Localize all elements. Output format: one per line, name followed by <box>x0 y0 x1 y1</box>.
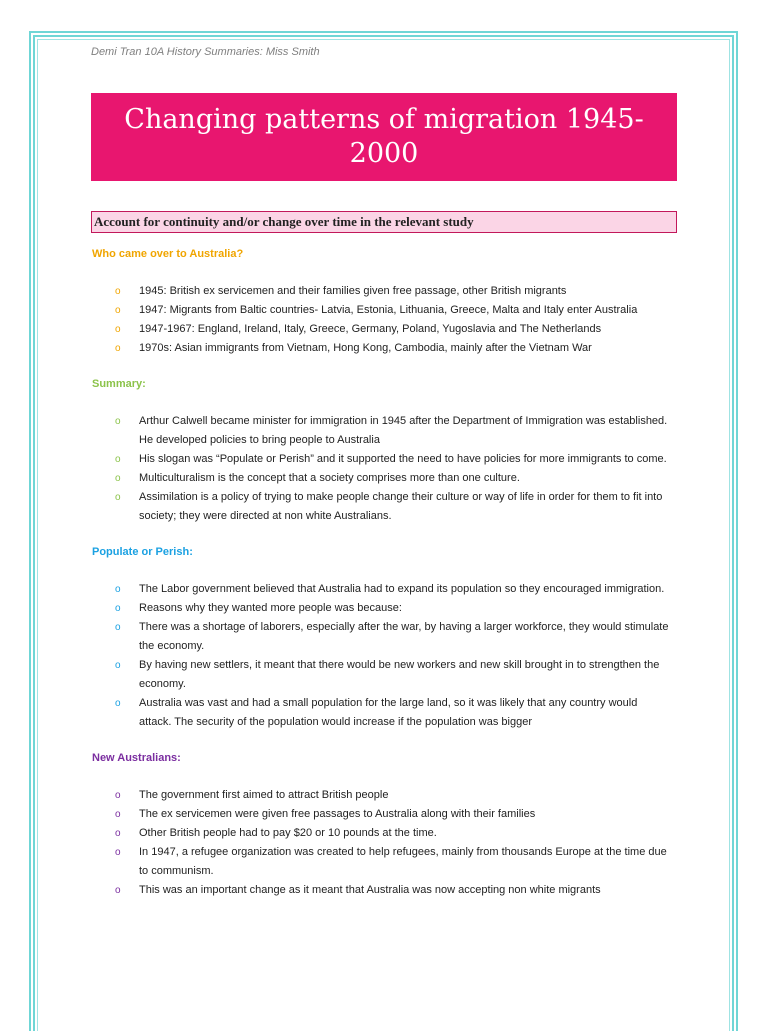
bullet-list <box>92 282 672 358</box>
document-body <box>92 248 672 920</box>
list-item-text: 1947: Migrants from Baltic countries- Latvia, Estonia, Lithuania, Greece, Malta and Italy enter Australia <box>139 304 638 316</box>
list-item <box>92 694 672 732</box>
bullet-circle-icon: o <box>115 790 121 801</box>
bullet-circle-icon: o <box>115 473 121 484</box>
bullet-list <box>92 580 672 732</box>
bullet-circle-icon: o <box>115 584 121 595</box>
list-item <box>92 320 672 339</box>
list-item <box>92 599 672 618</box>
bullet-circle-icon: o <box>115 286 121 297</box>
list-item-text: His slogan was “Populate or Perish” and it supported the need to have policies for more immigrants to come. <box>139 453 667 465</box>
bullet-list <box>92 786 672 900</box>
section-heading: New Australians: <box>92 752 181 764</box>
list-item <box>92 843 672 881</box>
list-item <box>92 488 672 526</box>
section-populate-or-perish <box>92 546 672 732</box>
list-item <box>92 580 672 599</box>
list-item-text: Multiculturalism is the concept that a society comprises more than one culture. <box>139 472 520 484</box>
bullet-circle-icon: o <box>115 660 121 671</box>
list-item-text: This was an important change as it meant that Australia was now accepting non white migrants <box>139 884 601 896</box>
list-item <box>92 786 672 805</box>
study-question: Account for continuity and/or change over time in the relevant study <box>91 211 677 233</box>
section-heading: Who came over to Australia? <box>92 248 244 260</box>
list-item-text: 1945: British ex servicemen and their families given free passage, other British migrants <box>139 285 567 297</box>
bullet-circle-icon: o <box>115 622 121 633</box>
section-heading: Summary: <box>92 378 146 390</box>
list-item <box>92 301 672 320</box>
list-item <box>92 339 672 358</box>
bullet-circle-icon: o <box>115 885 121 896</box>
section-summary <box>92 378 672 526</box>
section-heading: Populate or Perish: <box>92 546 193 558</box>
bullet-circle-icon: o <box>115 324 121 335</box>
bullet-circle-icon: o <box>115 847 121 858</box>
list-item-text: Assimilation is a policy of trying to make people change their culture or way of life in order for them to fit into society; they were directed at non white Australians. <box>139 491 663 522</box>
list-item-text: The ex servicemen were given free passages to Australia along with their families <box>139 808 536 820</box>
list-item-text: Reasons why they wanted more people was because: <box>139 602 402 614</box>
list-item <box>92 881 672 900</box>
header-note: Demi Tran 10A History Summaries: Miss Smith <box>91 46 320 58</box>
bullet-circle-icon: o <box>115 416 121 427</box>
list-item-text: Arthur Calwell became minister for immigration in 1945 after the Department of Immigration was established. He developed policies to bring people to Australia <box>139 415 668 446</box>
list-item-text: Other British people had to pay $20 or 10 pounds at the time. <box>139 827 437 839</box>
section-new-australians <box>92 752 672 900</box>
bullet-circle-icon: o <box>115 492 121 503</box>
list-item-text: There was a shortage of laborers, especially after the war, by having a larger workforce, they would stimulate the economy. <box>139 621 669 652</box>
bullet-circle-icon: o <box>115 698 121 709</box>
page-title-text: Changing patterns of migration 1945-2000 <box>124 104 644 169</box>
list-item-text: 1970s: Asian immigrants from Vietnam, Hong Kong, Cambodia, mainly after the Vietnam War <box>139 342 592 354</box>
list-item <box>92 656 672 694</box>
page-title <box>91 93 677 181</box>
list-item <box>92 824 672 843</box>
list-item-text: The government first aimed to attract British people <box>139 789 389 801</box>
list-item-text: The Labor government believed that Australia had to expand its population so they encouraged immigration. <box>139 583 665 595</box>
bullet-circle-icon: o <box>115 343 121 354</box>
list-item <box>92 469 672 488</box>
bullet-list <box>92 412 672 526</box>
list-item <box>92 450 672 469</box>
bullet-circle-icon: o <box>115 454 121 465</box>
bullet-circle-icon: o <box>115 828 121 839</box>
list-item-text: Australia was vast and had a small population for the large land, so it was likely that any country would attack. The security of the population would increase if the population was bigger <box>139 697 638 728</box>
list-item-text: By having new settlers, it meant that there would be new workers and new skill brought in to strengthen the economy. <box>139 659 660 690</box>
list-item <box>92 618 672 656</box>
bullet-circle-icon: o <box>115 809 121 820</box>
section-who-came <box>92 248 672 358</box>
list-item <box>92 282 672 301</box>
list-item-text: In 1947, a refugee organization was created to help refugees, mainly from thousands Europe at the time due to communism. <box>139 846 667 877</box>
list-item <box>92 805 672 824</box>
bullet-circle-icon: o <box>115 603 121 614</box>
list-item-text: 1947-1967: England, Ireland, Italy, Greece, Germany, Poland, Yugoslavia and The Netherlands <box>139 323 602 335</box>
list-item <box>92 412 672 450</box>
bullet-circle-icon: o <box>115 305 121 316</box>
